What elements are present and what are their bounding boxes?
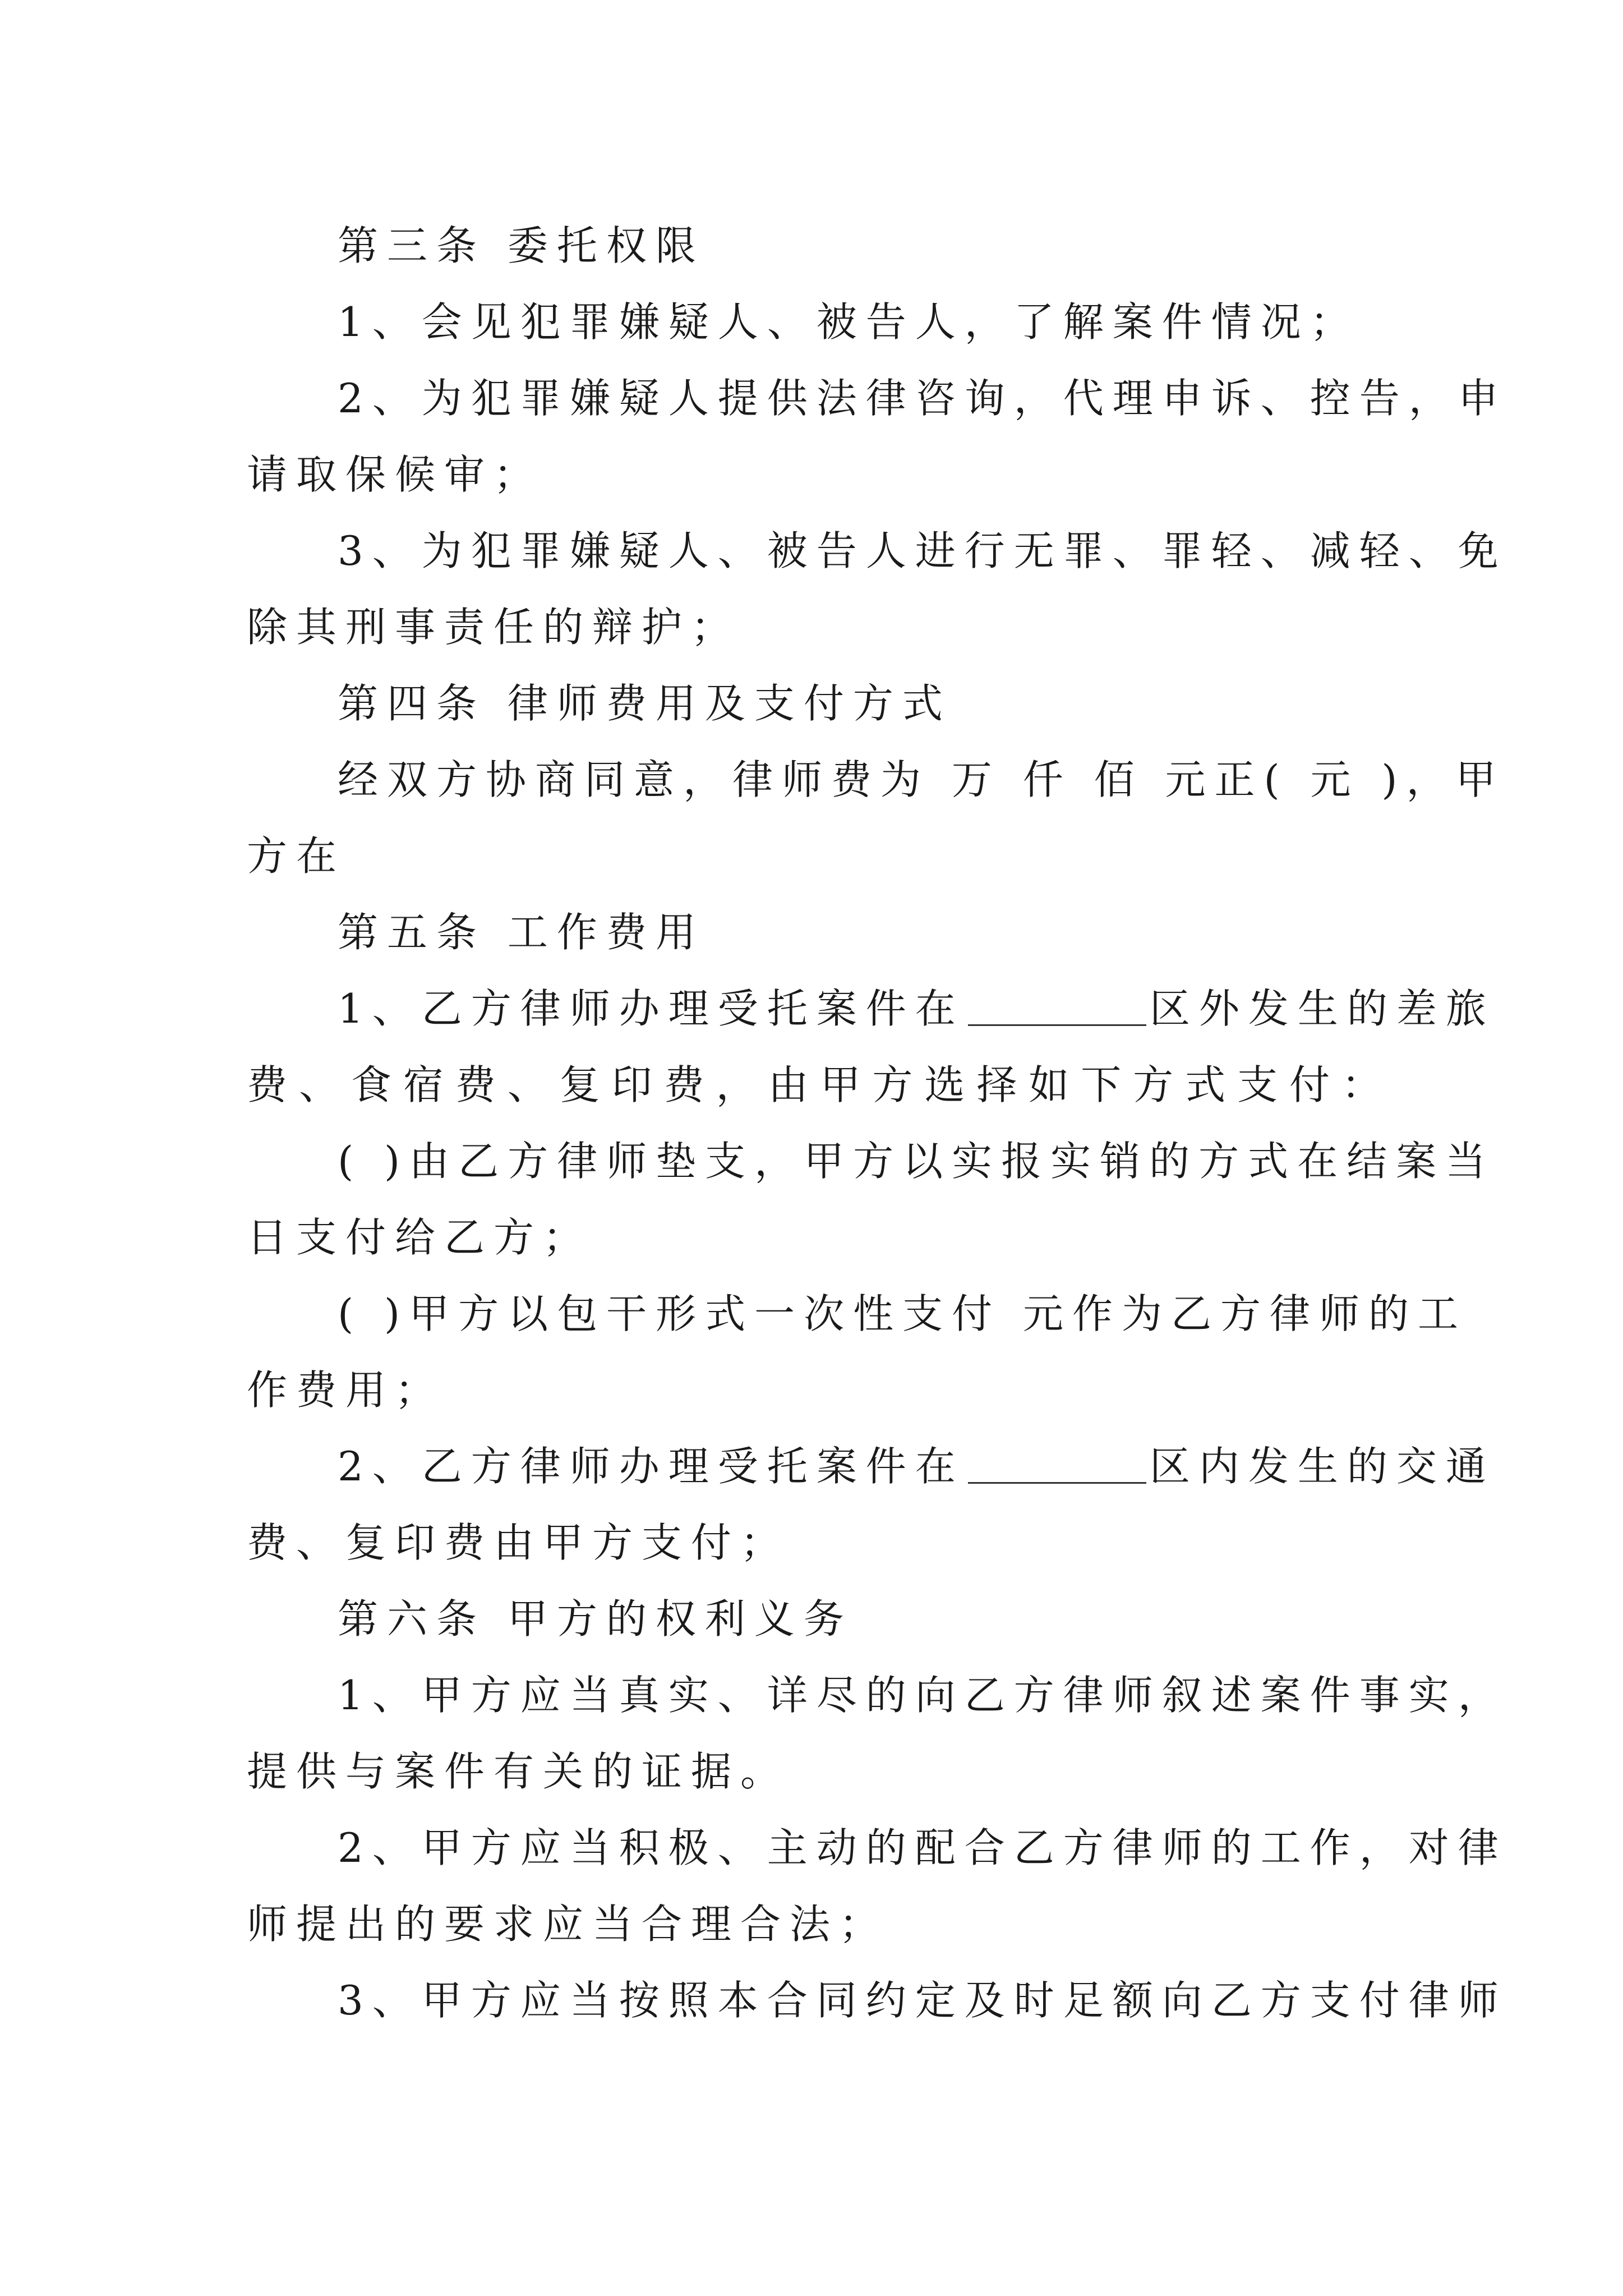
paragraph-line: 作费用； — [247, 1366, 445, 1414]
paragraph-line: ( )甲方以包干形式一次性支付 元作为乙方律师的工 — [338, 1290, 1467, 1337]
paragraph-line: 费、复印费由甲方支付； — [247, 1519, 790, 1566]
line-text-after-blank: 区外发生的差旅 — [1149, 985, 1495, 1032]
paragraph-line-with-blank — [338, 981, 1495, 1037]
paragraph-line: 费、食宿费、复印费，由甲方选择如下方式支付： — [247, 1061, 1391, 1108]
paragraph-line: ( )由乙方律师垫支，甲方以实报实销的方式在结案当 — [338, 1138, 1495, 1185]
paragraph-line: 3、为犯罪嫌疑人、被告人进行无罪、罪轻、减轻、免 — [338, 527, 1507, 574]
line-text-before-blank: 2、乙方律师办理受托案件在 — [338, 1443, 965, 1490]
article-5-heading: 第五条 工作费用 — [338, 909, 705, 956]
paragraph-line: 请取保候审； — [247, 451, 543, 498]
fill-in-blank — [968, 1448, 1146, 1484]
paragraph-line-with-blank — [338, 1438, 1495, 1494]
paragraph-line: 1、甲方应当真实、详尽的向乙方律师叙述案件事实， — [338, 1672, 1507, 1719]
article-3-heading: 第三条 委托权限 — [338, 222, 705, 269]
paragraph-line: 经双方协商同意，律师费为 万 仟 佰 元正( 元 )，甲 — [338, 756, 1505, 803]
paragraph-line: 2、甲方应当积极、主动的配合乙方律师的工作，对律 — [338, 1824, 1507, 1871]
fill-in-blank — [968, 991, 1146, 1026]
paragraph-line: 3、甲方应当按照本合同约定及时足额向乙方支付律师 — [338, 1977, 1507, 2024]
paragraph-line: 除其刑事责任的辩护； — [247, 604, 741, 651]
article-4-heading: 第四条 律师费用及支付方式 — [338, 680, 952, 727]
paragraph-line: 2、为犯罪嫌疑人提供法律咨询，代理申诉、控告，申 — [338, 375, 1507, 422]
paragraph-line: 提供与案件有关的证据。 — [247, 1748, 790, 1795]
article-6-heading: 第六条 甲方的权利义务 — [338, 1595, 853, 1642]
paragraph-line: 师提出的要求应当合理合法； — [247, 1901, 889, 1948]
paragraph-line: 方在 — [247, 832, 346, 880]
line-text-after-blank: 区内发生的交通 — [1149, 1443, 1495, 1490]
line-text-before-blank: 1、乙方律师办理受托案件在 — [338, 985, 965, 1032]
paragraph-line: 1、会见犯罪嫌疑人、被告人，了解案件情况； — [338, 298, 1359, 346]
paragraph-line: 日支付给乙方； — [247, 1214, 593, 1261]
